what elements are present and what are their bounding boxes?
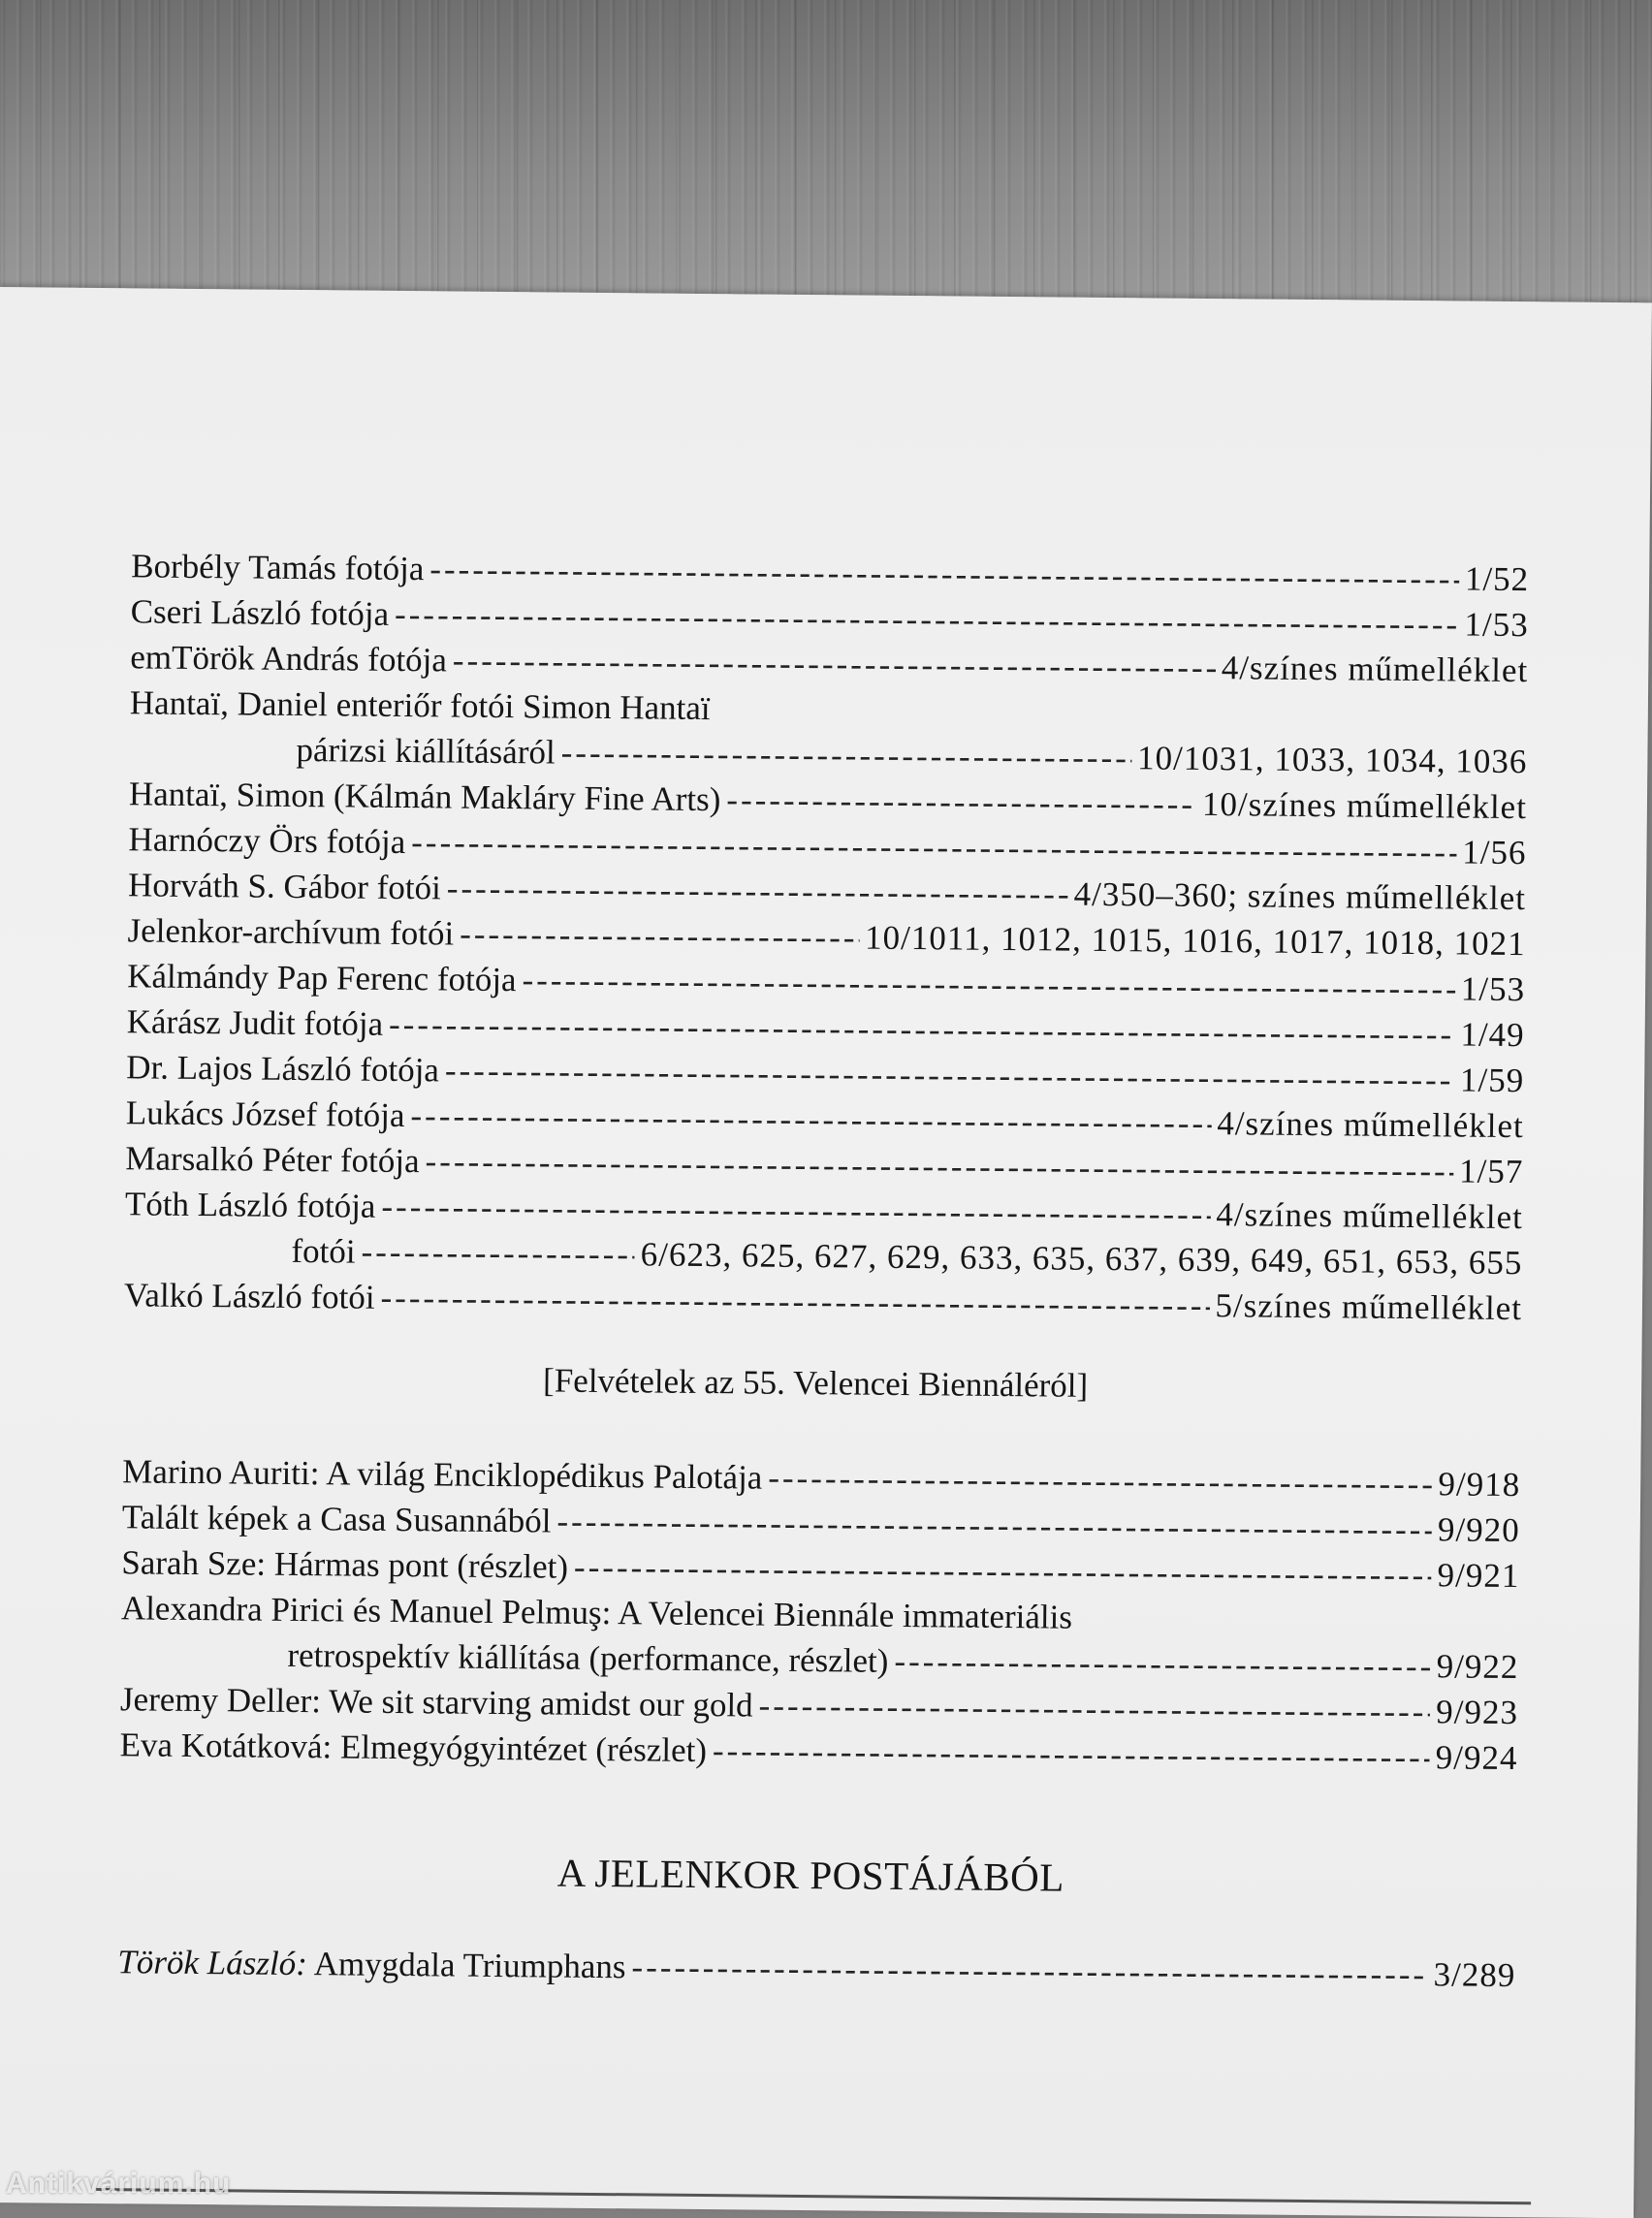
leader-dashes [768,1456,1433,1507]
entry-label: Jeremy Deller: We sit starving amidst our gold [119,1680,753,1725]
entry-label: Hantaï, Daniel enteriőr fotói Simon Hantaï [129,683,711,728]
entry-page-ref: 1/57 [1458,1152,1524,1191]
entry-page-ref: 4/350–360; színes műmelléklet [1073,874,1527,918]
section-heading-postajabol: A JELENKOR POSTÁJÁBÓL [556,1850,1065,1900]
entry-label: Borbély Tamás fotója [131,547,425,588]
entry-page-ref: 1/53 [1464,605,1529,645]
entry-label: Jelenkor-archívum fotói [127,911,455,953]
leader-dashes [894,1639,1431,1689]
leader-dashes [758,1684,1430,1735]
entry-label: Marsalkó Péter fotója [125,1139,420,1181]
entry-page-ref: 3/289 [1433,1955,1516,1995]
entry-page-ref: 4/színes műmelléklet [1221,649,1529,690]
entry-page-ref: 10/1031, 1033, 1034, 1036 [1136,739,1528,781]
leader-dashes [560,731,1131,781]
entry-author: Török László: [117,1943,308,1983]
entry-title: Amygdala Triumphans [313,1945,626,1986]
entry-label: Kárász Judit fotója [126,1002,384,1043]
leader-dashes [522,958,1455,1011]
entry-label: Horváth S. Gábor fotói [127,866,441,907]
entry-page-ref: 1/53 [1460,969,1526,1009]
entry-page-ref: 9/921 [1437,1556,1520,1596]
entry-label: Eva Kotátková: Elmegyógyintézet (részlet) [119,1726,708,1770]
entry-page-ref: 9/918 [1438,1465,1521,1505]
entry-label: Hantaï, Simon (Kálmán Makláry Fine Arts) [128,775,721,819]
entry-label: Cseri László fotója [130,592,390,633]
leader-dashes [556,1500,1432,1553]
entry-page-ref: 9/923 [1436,1693,1519,1732]
leader-dashes [631,1945,1428,1997]
entry-label: fotói [291,1231,356,1271]
entry-page-ref: 6/623, 625, 627, 629, 633, 635, 637, 639, 649, 651, 653, 655 [640,1235,1523,1283]
entry-page-ref: 1/49 [1460,1015,1525,1055]
entry-page-ref: 1/52 [1464,559,1530,599]
entry-page-ref: 9/924 [1435,1738,1518,1778]
entry-label: Valkó László fotói [123,1276,375,1316]
entry-page-ref: 4/színes műmelléklet [1216,1195,1524,1237]
entry-page-ref: 1/56 [1462,833,1527,872]
leader-dashes [453,639,1216,691]
entry-page-ref: 5/színes műmelléklet [1215,1286,1523,1328]
entry-label: Lukács József fotója [125,1093,405,1135]
watermark: Antikvárium.hu [6,2168,232,2200]
entry-label: Talált képek a Casa Susannából [121,1498,552,1540]
index-entry [117,1940,1515,1998]
leader-dashes [381,1185,1210,1237]
leader-dashes [447,866,1068,916]
entry-label: Alexandra Pirici és Manuel Pelmuş: A Velencei Biennále immateriális [120,1589,1073,1636]
entry-label: retrospektív kiállítása (performance, részlet) [287,1635,889,1680]
leader-dashes [380,1276,1209,1328]
entry-page-ref: 1/59 [1459,1061,1525,1100]
entry-page-ref: 9/920 [1437,1510,1520,1550]
entry-label: Dr. Lajos László fotója [126,1048,440,1090]
entry-label: Sarah Sze: Hármas pont (részlet) [121,1543,569,1586]
leader-dashes [410,1093,1211,1146]
entry-page-ref: 4/színes műmelléklet [1217,1104,1524,1146]
entry-label: emTörök András fotója [130,638,448,680]
entry-page-ref: 9/922 [1436,1647,1519,1687]
entry-label [117,1940,626,1989]
leader-dashes [726,777,1196,827]
background-surface [0,0,1652,310]
entry-label: Harnóczy Örs fotója [128,820,406,862]
entry-label: Kálmándy Pap Ferenc fotója [126,957,517,999]
leader-dashes [460,912,859,961]
entry-page-ref: 10/színes műmelléklet [1201,784,1528,827]
entry-label: párizsi kiállításáról [296,730,556,772]
leader-dashes [574,1545,1432,1598]
entry-label: Marino Auriti: A világ Enciklopédikus Palotája [122,1452,763,1497]
leader-dashes [713,1728,1430,1780]
leader-dashes [361,1230,635,1278]
entry-label: Tóth László fotója [124,1185,376,1225]
book-page [0,287,1652,2218]
section-heading-biennale: [Felvételek az 55. Velencei Biennáléról] [542,1361,1089,1405]
entry-page-ref: 10/1011, 1012, 1015, 1016, 1017, 1018, 1021 [864,918,1526,964]
